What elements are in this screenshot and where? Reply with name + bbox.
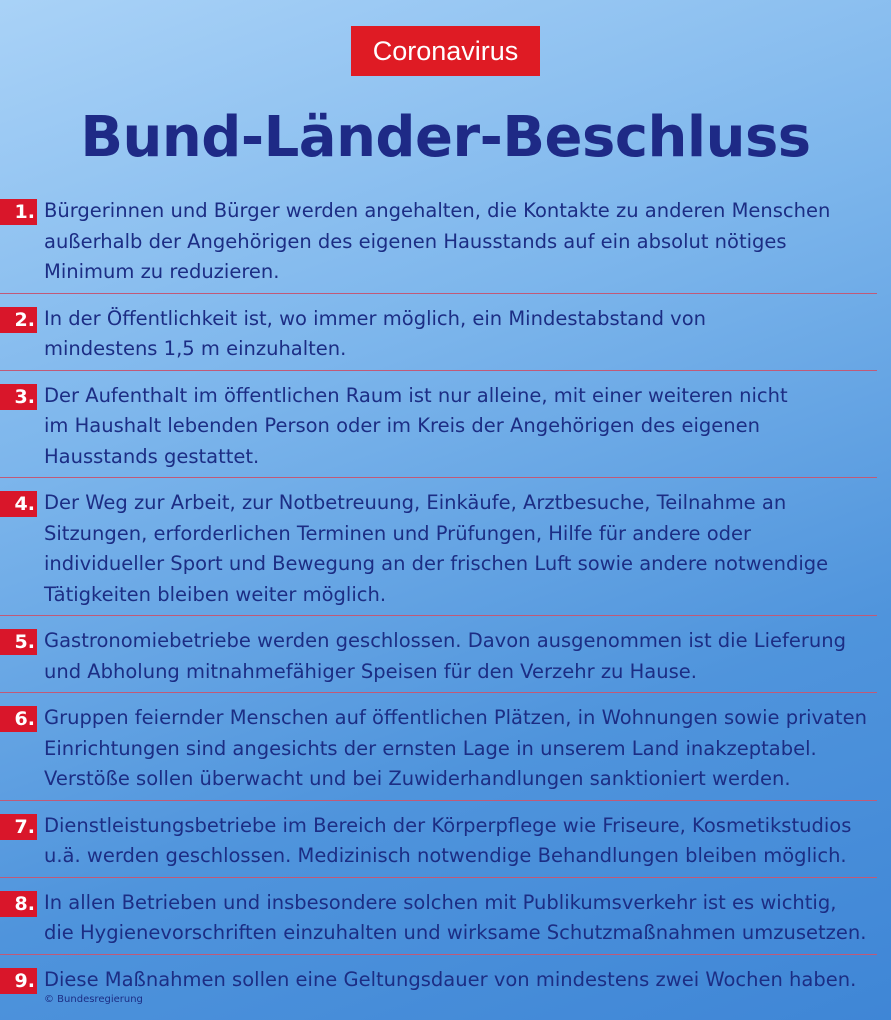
list-item [0, 304, 877, 371]
item-number-badge: 2. [0, 307, 37, 333]
list-item [0, 381, 877, 479]
item-number-badge: 1. [0, 199, 37, 225]
item-text: In der Öffentlichkeit ist, wo immer möglich, ein Mindestabstand von mindestens 1,5 m einzuhalten. [44, 306, 706, 360]
item-number-badge: 8. [0, 891, 37, 917]
measures-list [0, 196, 891, 1010]
item-number-badge: 7. [0, 814, 37, 840]
item-number-badge: 3. [0, 384, 37, 410]
item-number-badge: 6. [0, 706, 37, 732]
item-text: Dienstleistungsbetriebe im Bereich der Körperpflege wie Friseure, Kosmetikstudios u.ä. werden geschlossen. Medizinisch notwendige Behandlungen bleiben möglich. [44, 813, 852, 867]
item-text: Bürgerinnen und Bürger werden angehalten, die Kontakte zu anderen Menschen außerhalb der Angehörigen des eigenen Hausstands auf ein absolut nötiges Minimum zu reduzieren. [44, 199, 831, 283]
item-text: Diese Maßnahmen sollen eine Geltungsdauer von mindestens zwei Wochen haben. [44, 967, 857, 991]
list-item [0, 626, 877, 693]
copyright-credit: © Bundesregierung [44, 994, 143, 1005]
item-text: Gruppen feiernder Menschen auf öffentlichen Plätzen, in Wohnungen sowie privaten Einrichtungen sind angesichts der ernsten Lage in unserem Land inakzeptabel. Verstöße sollen überwacht und bei Zuwiderhandlungen sanktioniert werden. [44, 706, 868, 790]
item-number-badge: 9. [0, 968, 37, 994]
item-text: In allen Betrieben und insbesondere solchen mit Publikumsverkehr ist es wichtig, die Hygienevorschriften einzuhalten und wirksame Schutzmaßnahmen umzusetzen. [44, 890, 867, 944]
list-item [0, 703, 877, 801]
item-number-badge: 5. [0, 629, 37, 655]
item-text: Gastronomiebetriebe werden geschlossen. Davon ausgenommen ist die Lieferung und Abholung mitnahmefähiger Speisen für den Verzehr zu Hause. [44, 629, 847, 683]
item-text: Der Weg zur Arbeit, zur Notbetreuung, Einkäufe, Arztbesuche, Teilnahme an Sitzungen, erforderlichen Terminen und Prüfungen, Hilfe für andere oder individueller Sport und Bewegung an der frischen Luft sowie andere notwendige Tätigkeiten bleiben weiter möglich. [44, 491, 829, 606]
item-number-badge: 4. [0, 491, 37, 517]
page-title: Bund-Länder-Beschluss [80, 105, 811, 170]
list-item [0, 811, 877, 878]
list-item [0, 196, 877, 294]
list-item [0, 488, 877, 616]
item-text: Der Aufenthalt im öffentlichen Raum ist nur alleine, mit einer weiteren nicht im Haushalt lebenden Person oder im Kreis der Angehörigen des eigenen Hausstands gestattet. [44, 383, 788, 468]
topic-tag: Coronavirus [351, 26, 540, 76]
list-item [0, 888, 877, 955]
